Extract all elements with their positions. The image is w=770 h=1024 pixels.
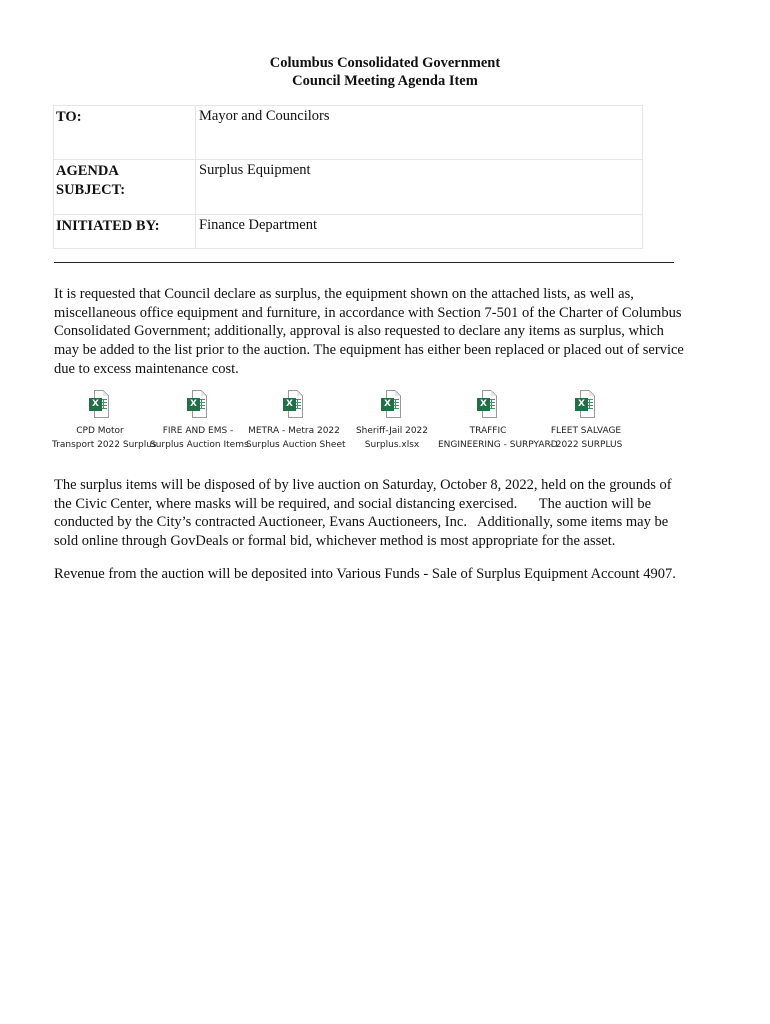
- attachments-row: [54, 390, 654, 460]
- excel-file-icon: X: [185, 390, 211, 420]
- subject-label-line2: SUBJECT:: [56, 182, 126, 198]
- revenue-line: Revenue from the auction will be deposited into Various Funds - Sale of Surplus Equipment Account 4907.: [54, 566, 676, 582]
- auction-line: The surplus items will be disposed of by live auction on Saturday, October 8, 2022, held on the grounds of: [54, 477, 672, 493]
- subject-label: [54, 160, 196, 215]
- attachment-label: TRAFFIC: [469, 426, 507, 436]
- agenda-info-table: [53, 105, 643, 249]
- excel-file-icon: X: [379, 390, 405, 420]
- auction-line: conducted by the City’s contracted Auctioneer, Evans Auctioneers, Inc. Additionally, some items may be: [54, 514, 669, 531]
- request-line: Consolidated Government; additionally, approval is also requested to declare any items as surplus, which: [54, 323, 664, 340]
- attachment-label: Transport 2022 Surplus: [52, 440, 157, 450]
- revenue-paragraph: [54, 565, 718, 584]
- initiated-value: Finance Department: [196, 215, 643, 249]
- to-value: Mayor and Councilors: [196, 106, 643, 160]
- attachment-fire-ems[interactable]: [150, 390, 249, 452]
- to-label: TO:: [54, 106, 196, 160]
- attachment-metra[interactable]: [246, 390, 346, 452]
- initiated-row: [54, 215, 643, 249]
- attachment-label: Surplus Auction Items: [150, 440, 249, 450]
- auction-line: the Civic Center, where masks will be required, and social distancing exercised. The auction will be: [54, 495, 652, 512]
- attachment-label: FIRE AND EMS -: [162, 426, 234, 436]
- attachment-sheriff-jail[interactable]: [344, 390, 440, 452]
- attachment-label: - 2022 SURPLUS: [549, 440, 623, 450]
- subject-value: Surplus Equipment: [196, 160, 643, 215]
- auction-paragraph: [54, 476, 718, 551]
- horizontal-rule: [54, 262, 674, 263]
- attachment-fleet-salvage[interactable]: [538, 390, 634, 452]
- request-line: may be added to the list prior to the auction. The equipment has either been replaced or placed out of service: [54, 342, 684, 359]
- excel-file-icon: X: [475, 390, 501, 420]
- excel-file-icon: X: [281, 390, 307, 420]
- organization-title: Columbus Consolidated Government: [269, 55, 501, 71]
- document-header: [0, 54, 770, 90]
- subject-row: [54, 160, 643, 215]
- subject-label-line1: AGENDA: [56, 163, 119, 179]
- request-line: It is requested that Council declare as surplus, the equipment shown on the attached lists, as well as,: [54, 286, 634, 302]
- to-row: [54, 106, 643, 160]
- request-line: due to excess maintenance cost.: [54, 360, 239, 377]
- initiated-label: INITIATED BY:: [54, 215, 196, 249]
- request-paragraph: [54, 285, 718, 379]
- attachment-label: ENGINEERING - SURPYARD: [438, 440, 558, 450]
- document-title: Council Meeting Agenda Item: [292, 73, 478, 89]
- attachment-label: CPD Motor: [76, 426, 124, 436]
- auction-line: sold online through GovDeals or formal bid, whichever method is most appropriate for the asset.: [54, 533, 616, 550]
- attachment-label: Sheriff-Jail 2022: [355, 426, 429, 436]
- excel-file-icon: X: [573, 390, 599, 420]
- request-line: miscellaneous office equipment and furniture, in accordance with Section 7-501 of the Charter of Columbus: [54, 304, 682, 321]
- attachment-label: METRA - Metra 2022: [248, 426, 340, 436]
- attachment-label: Surplus.xlsx: [364, 440, 420, 450]
- attachment-label: FLEET SALVAGE: [550, 426, 622, 436]
- attachment-cpd-motor[interactable]: [52, 390, 157, 452]
- excel-file-icon: X: [87, 390, 113, 420]
- attachment-label: Surplus Auction Sheet: [246, 440, 346, 450]
- attachment-traffic-engineering[interactable]: [438, 390, 558, 452]
